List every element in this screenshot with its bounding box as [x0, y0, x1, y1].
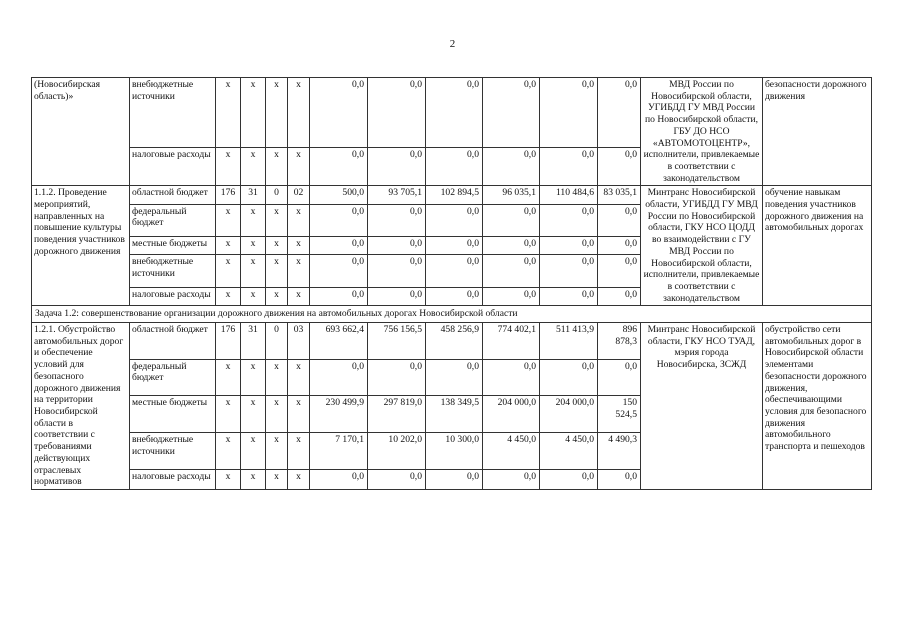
funding-source: федеральный бюджет	[130, 204, 216, 237]
budget-code-c2: x	[241, 147, 266, 186]
amount-v1: 500,0	[310, 186, 368, 204]
budget-code-c4: x	[288, 396, 310, 433]
amount-v6: 0,0	[598, 237, 641, 255]
amount-v3: 138 349,5	[426, 396, 483, 433]
amount-v3: 0,0	[426, 469, 483, 489]
budget-code-c4: 03	[288, 323, 310, 360]
budget-code-c2: x	[241, 396, 266, 433]
budget-code-c1: x	[216, 78, 241, 148]
budget-code-c1: x	[216, 359, 241, 396]
amount-v4: 4 450,0	[483, 432, 540, 469]
amount-v5: 110 484,6	[540, 186, 598, 204]
budget-code-c2: x	[241, 432, 266, 469]
budget-code-c3: x	[266, 237, 288, 255]
amount-v3: 0,0	[426, 147, 483, 186]
budget-code-c2: 31	[241, 186, 266, 204]
amount-v1: 0,0	[310, 204, 368, 237]
amount-v1: 0,0	[310, 359, 368, 396]
amount-v6: 0,0	[598, 359, 641, 396]
amount-v5: 0,0	[540, 255, 598, 288]
amount-v4: 0,0	[483, 359, 540, 396]
amount-v6: 0,0	[598, 78, 641, 148]
amount-v6: 896 878,3	[598, 323, 641, 360]
amount-v2: 0,0	[368, 204, 426, 237]
budget-code-c1: x	[216, 237, 241, 255]
funding-source: областной бюджет	[130, 323, 216, 360]
amount-v4: 0,0	[483, 78, 540, 148]
amount-v4: 0,0	[483, 469, 540, 489]
measure-name: 1.2.1. Обустройство автомобильных дорог и обеспечение условий для безопасного дорожного движения на территории Новосибирской области в соответствии с требованиями действующих отраслевых нормативов	[32, 323, 130, 490]
amount-v2: 0,0	[368, 359, 426, 396]
amount-v1: 0,0	[310, 255, 368, 288]
funding-source: налоговые расходы	[130, 288, 216, 306]
amount-v5: 4 450,0	[540, 432, 598, 469]
amount-v3: 0,0	[426, 255, 483, 288]
measure-name: 1.1.2. Проведение мероприятий, направленных на повышение культуры поведения участников дорожного движения	[32, 186, 130, 306]
amount-v1: 0,0	[310, 288, 368, 306]
expected-result: обучение навыкам поведения участников дорожного движения на автомобильных дорогах	[763, 186, 872, 306]
budget-code-c4: x	[288, 469, 310, 489]
measure-name: (Новосибирская область)»	[32, 78, 130, 186]
budget-code-c2: x	[241, 78, 266, 148]
budget-code-c3: x	[266, 78, 288, 148]
amount-v3: 0,0	[426, 204, 483, 237]
budget-code-c1: 176	[216, 186, 241, 204]
budget-code-c2: x	[241, 288, 266, 306]
funding-source: внебюджетные источники	[130, 78, 216, 148]
amount-v4: 0,0	[483, 288, 540, 306]
amount-v1: 230 499,9	[310, 396, 368, 433]
amount-v2: 0,0	[368, 288, 426, 306]
budget-code-c1: x	[216, 396, 241, 433]
amount-v5: 0,0	[540, 359, 598, 396]
task-row	[32, 306, 872, 323]
amount-v2: 0,0	[368, 237, 426, 255]
budget-code-c1: x	[216, 204, 241, 237]
amount-v4: 0,0	[483, 147, 540, 186]
funding-source: налоговые расходы	[130, 469, 216, 489]
amount-v1: 0,0	[310, 237, 368, 255]
budget-code-c2: x	[241, 359, 266, 396]
amount-v2: 756 156,5	[368, 323, 426, 360]
budget-code-c2: x	[241, 237, 266, 255]
amount-v4: 204 000,0	[483, 396, 540, 433]
expected-result: безопасности дорожного движения	[763, 78, 872, 186]
budget-code-c1: 176	[216, 323, 241, 360]
funding-source: местные бюджеты	[130, 237, 216, 255]
amount-v5: 0,0	[540, 147, 598, 186]
budget-code-c4: x	[288, 147, 310, 186]
budget-code-c1: x	[216, 255, 241, 288]
budget-code-c4: x	[288, 204, 310, 237]
task-title: Задача 1.2: совершенствование организации дорожного движения на автомобильных дорогах Новосибирской области	[32, 306, 872, 323]
budget-code-c3: x	[266, 359, 288, 396]
amount-v2: 0,0	[368, 147, 426, 186]
amount-v6: 83 035,1	[598, 186, 641, 204]
amount-v6: 0,0	[598, 469, 641, 489]
amount-v3: 0,0	[426, 288, 483, 306]
amount-v5: 0,0	[540, 288, 598, 306]
amount-v1: 0,0	[310, 78, 368, 148]
amount-v5: 204 000,0	[540, 396, 598, 433]
budget-code-c1: x	[216, 432, 241, 469]
budget-code-c3: x	[266, 396, 288, 433]
budget-code-c3: x	[266, 288, 288, 306]
amount-v6: 0,0	[598, 204, 641, 237]
budget-code-c4: 02	[288, 186, 310, 204]
funding-source: федеральный бюджет	[130, 359, 216, 396]
amount-v1: 693 662,4	[310, 323, 368, 360]
amount-v5: 0,0	[540, 78, 598, 148]
funding-source: внебюджетные источники	[130, 255, 216, 288]
table-row	[32, 186, 872, 204]
budget-code-c4: x	[288, 255, 310, 288]
amount-v4: 0,0	[483, 237, 540, 255]
program-measures-table	[31, 77, 872, 490]
budget-code-c4: x	[288, 432, 310, 469]
amount-v3: 0,0	[426, 78, 483, 148]
budget-code-c2: x	[241, 469, 266, 489]
budget-code-c3: x	[266, 147, 288, 186]
amount-v1: 0,0	[310, 469, 368, 489]
amount-v4: 774 402,1	[483, 323, 540, 360]
amount-v5: 0,0	[540, 237, 598, 255]
budget-code-c3: x	[266, 255, 288, 288]
amount-v2: 0,0	[368, 78, 426, 148]
executor: МВД России по Новосибирской области, УГИБДД ГУ МВД России по Новосибирской области, ГБУ ДО НСО «АВТОМОТОЦЕНТР», исполнители, привлекаемые в соответствии с законодательством	[641, 78, 763, 186]
budget-code-c2: x	[241, 255, 266, 288]
budget-code-c3: x	[266, 432, 288, 469]
amount-v3: 458 256,9	[426, 323, 483, 360]
funding-source: местные бюджеты	[130, 396, 216, 433]
table-row	[32, 323, 872, 360]
budget-code-c3: x	[266, 469, 288, 489]
budget-code-c2: x	[241, 204, 266, 237]
amount-v2: 0,0	[368, 255, 426, 288]
amount-v2: 93 705,1	[368, 186, 426, 204]
budget-code-c1: x	[216, 288, 241, 306]
amount-v5: 0,0	[540, 204, 598, 237]
amount-v5: 0,0	[540, 469, 598, 489]
amount-v4: 96 035,1	[483, 186, 540, 204]
amount-v6: 4 490,3	[598, 432, 641, 469]
amount-v3: 0,0	[426, 237, 483, 255]
executor: Минтранс Новосибирской области, УГИБДД ГУ МВД России по Новосибирской области, ГКУ НСО ЦОДД во взаимодействии с ГУ МВД России по Новосибирской области, исполнители, привлекаемые в соответствии с законодательством	[641, 186, 763, 306]
page-number: 2	[449, 38, 456, 50]
budget-code-c4: x	[288, 359, 310, 396]
amount-v2: 297 819,0	[368, 396, 426, 433]
expected-result: обустройство сети автомобильных дорог в Новосибирской области элементами безопасности дорожного движения, обеспечивающими условия для безопасного движения автомобильного транспорта и пешеходов	[763, 323, 872, 490]
budget-code-c3: 0	[266, 323, 288, 360]
budget-code-c4: x	[288, 78, 310, 148]
amount-v4: 0,0	[483, 204, 540, 237]
amount-v6: 0,0	[598, 255, 641, 288]
amount-v6: 0,0	[598, 147, 641, 186]
budget-code-c1: x	[216, 147, 241, 186]
table-row	[32, 78, 872, 148]
amount-v6: 0,0	[598, 288, 641, 306]
budget-code-c3: 0	[266, 186, 288, 204]
funding-source: внебюджетные источники	[130, 432, 216, 469]
amount-v3: 102 894,5	[426, 186, 483, 204]
budget-code-c2: 31	[241, 323, 266, 360]
budget-code-c3: x	[266, 204, 288, 237]
budget-code-c1: x	[216, 469, 241, 489]
amount-v4: 0,0	[483, 255, 540, 288]
amount-v6: 150 524,5	[598, 396, 641, 433]
amount-v5: 511 413,9	[540, 323, 598, 360]
amount-v3: 10 300,0	[426, 432, 483, 469]
amount-v2: 10 202,0	[368, 432, 426, 469]
executor: Минтранс Новосибирской области, ГКУ НСО ТУАД, мэрия города Новосибирска, ЗСЖД	[641, 323, 763, 490]
budget-code-c4: x	[288, 288, 310, 306]
amount-v1: 0,0	[310, 147, 368, 186]
funding-source: налоговые расходы	[130, 147, 216, 186]
amount-v2: 0,0	[368, 469, 426, 489]
amount-v3: 0,0	[426, 359, 483, 396]
budget-code-c4: x	[288, 237, 310, 255]
funding-source: областной бюджет	[130, 186, 216, 204]
amount-v1: 7 170,1	[310, 432, 368, 469]
